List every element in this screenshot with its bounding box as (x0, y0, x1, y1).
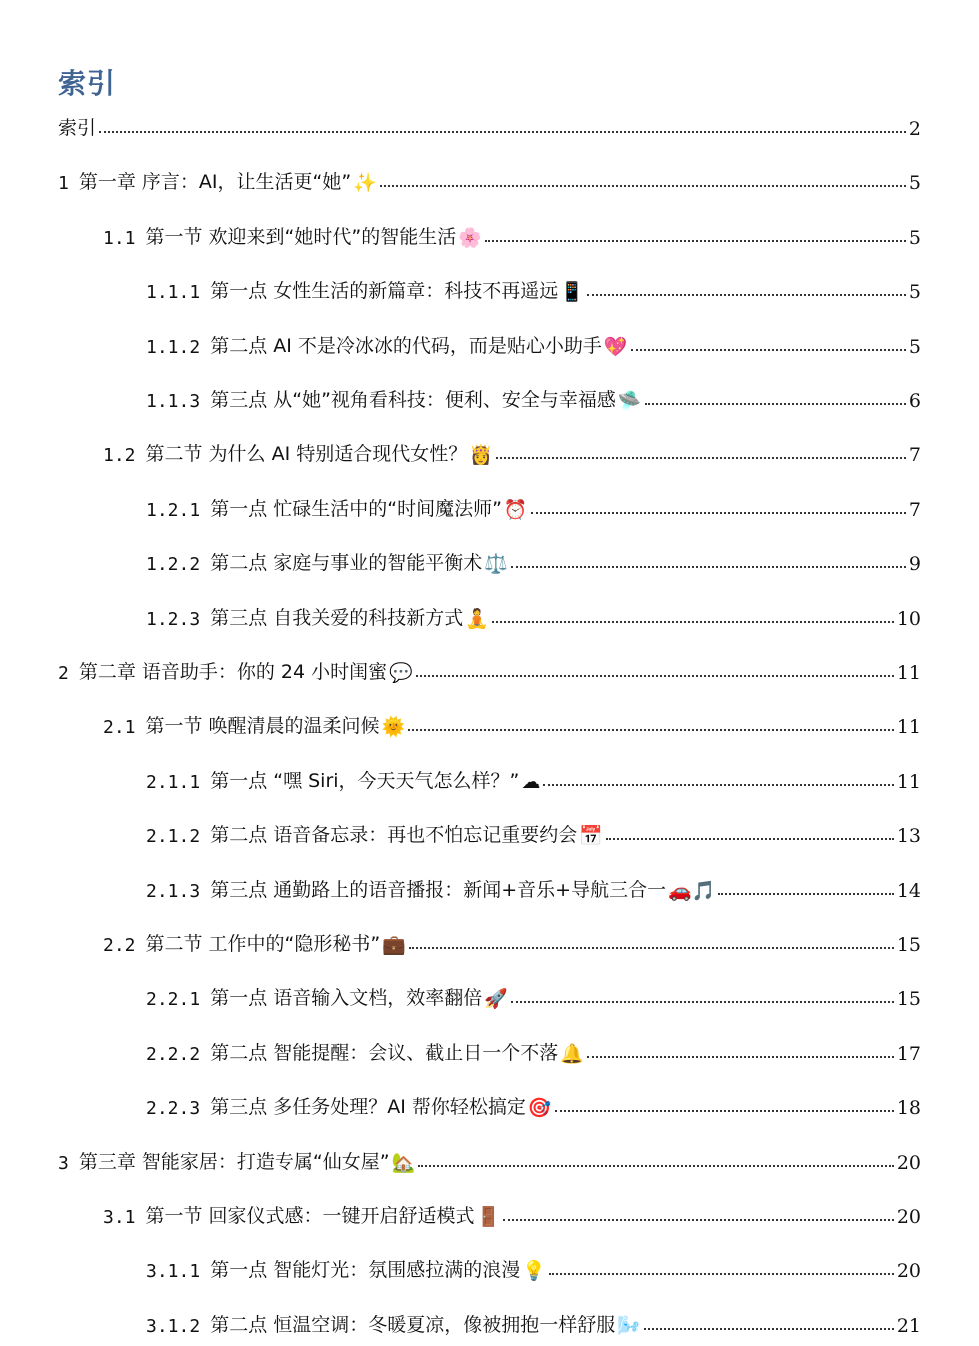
toc-entry-emoji-icon: ☁ (521, 770, 541, 793)
dot-leader (408, 728, 894, 731)
toc-entry[interactable] (0, 1029, 979, 1065)
toc-entry-number: 3.1.1 (146, 1261, 201, 1283)
toc-entry-emoji-icon: 💖 (603, 335, 628, 358)
dot-leader (409, 946, 894, 949)
page-title: 索引 (58, 67, 117, 100)
toc-entry-number: 2.1.3 (146, 880, 201, 902)
toc-entry[interactable] (0, 267, 979, 303)
toc-entry[interactable] (0, 594, 979, 630)
toc-entry-emoji-icon: 💼 (382, 934, 406, 956)
toc-entry[interactable] (0, 648, 979, 684)
toc-entry-page-number: 5 (908, 281, 921, 304)
toc-entry-number: 1.1.1 (146, 282, 201, 304)
toc-entry-title: 第三点 通勤路上的语音播报：新闻+音乐+导航三合一 (210, 878, 667, 901)
toc-entry-number: 2.2 (103, 935, 136, 956)
toc-entry-title: 第二节 为什么 AI 特别适合现代女性？ (145, 443, 468, 466)
toc-entry-number: 3.1 (103, 1207, 136, 1228)
toc-entry-number: 2.1 (103, 717, 136, 739)
toc-entry-title: 第二章 语音助手：你的 24 小时闺蜜 (78, 661, 388, 683)
toc-entry[interactable] (0, 757, 979, 793)
dot-leader (606, 837, 894, 840)
dot-leader (531, 511, 906, 514)
toc-entry-page-number: 10 (896, 607, 921, 630)
toc-entry-emoji-icon: 🚀 (484, 988, 508, 1011)
dot-leader (644, 1327, 894, 1330)
toc-entry[interactable] (0, 1301, 979, 1337)
dot-leader (503, 1218, 894, 1221)
toc-entry-title: 索引 (58, 117, 97, 139)
toc-entry[interactable] (0, 1083, 979, 1119)
toc-entry-title: 第三章 智能家居：打造专属“仙女屋” (78, 1150, 390, 1173)
toc-entry-emoji-icon: 🔔 (560, 1042, 584, 1065)
toc-entry-page-number: 5 (908, 335, 921, 358)
toc-entry-emoji-icon: 🚪 (476, 1206, 501, 1228)
toc-entry-emoji-icon: 📱 (560, 281, 584, 304)
toc-entry-emoji-icon: ✨ (353, 172, 377, 195)
toc-entry-title: 第三点 自我关爱的科技新方式 (210, 606, 464, 629)
toc-entry-number: 3 (58, 1152, 69, 1174)
toc-entry-emoji-icon: 🚗🎵 (668, 879, 716, 902)
dot-leader (511, 565, 906, 568)
toc-entry-page-number: 20 (896, 1260, 921, 1283)
toc-entry-page-number: 15 (896, 934, 921, 956)
toc-entry-emoji-icon: 🧘 (465, 607, 489, 630)
dot-leader (645, 402, 906, 405)
toc-entry-emoji-icon: 📅 (579, 825, 603, 848)
toc-entry-title: 第一章 序言：AI，让生活更“她” (78, 171, 352, 194)
dot-leader (555, 1109, 894, 1112)
toc-entry-page-number: 21 (896, 1314, 921, 1337)
toc-entry-title: 第二点 语音备忘录：再也不怕忘记重要约会 (210, 824, 578, 847)
toc-entry-title: 第三点 多任务处理？AI 帮你轻松搞定 (210, 1096, 526, 1119)
toc-entry[interactable] (0, 1192, 979, 1228)
toc-entry-number: 3.1.2 (146, 1315, 201, 1337)
toc-entry-title: 第二点 家庭与事业的智能平衡术 (210, 552, 483, 575)
toc-entry-number: 1.2 (103, 445, 136, 467)
dot-leader (380, 184, 906, 187)
toc-entry[interactable] (0, 1138, 979, 1174)
toc-entry-number: 1 (58, 173, 69, 195)
toc-entry-emoji-icon: 🎯 (527, 1097, 552, 1120)
toc-entry-page-number: 5 (908, 226, 921, 249)
toc-entry-title: 第二点 AI 不是冷冰冰的代码，而是贴心小助手 (210, 334, 602, 357)
toc-entry[interactable] (0, 811, 979, 847)
dot-leader (549, 1272, 894, 1275)
toc-entry-page-number: 11 (896, 770, 921, 793)
toc-entry-page-number: 20 (896, 1151, 921, 1174)
toc-entry-emoji-icon: ⏰ (503, 498, 528, 521)
toc-entry[interactable] (0, 322, 979, 358)
dot-leader (99, 130, 906, 133)
toc-entry-emoji-icon: 👸 (469, 444, 493, 467)
toc-entry[interactable] (0, 974, 979, 1010)
toc-entry-emoji-icon: 🏡 (391, 1151, 416, 1174)
toc-entry-number: 2.2.1 (146, 989, 201, 1011)
dot-leader (718, 892, 893, 895)
toc-entry-title: 第二点 恒温空调：冬暖夏凉，像被拥抱一样舒服 (210, 1313, 616, 1336)
toc-entry-number: 1.2.1 (146, 499, 201, 521)
toc-entry-number: 2.2.2 (146, 1043, 201, 1065)
toc-entry-page-number: 9 (908, 553, 921, 576)
toc-entry[interactable] (0, 702, 979, 738)
toc-entry-emoji-icon: 💡 (522, 1260, 546, 1283)
toc-entry[interactable] (0, 376, 979, 412)
toc-entry[interactable] (0, 430, 979, 466)
toc-entry-page-number: 5 (908, 172, 921, 195)
toc-entry-page-number: 11 (896, 716, 921, 739)
toc-entry-number: 1.1 (103, 227, 136, 249)
toc-entry-emoji-icon: 🌞 (381, 716, 406, 739)
toc-entry[interactable] (0, 213, 979, 249)
dot-leader (511, 1000, 894, 1003)
toc-entry[interactable] (0, 485, 979, 521)
toc-entry-page-number: 2 (908, 118, 921, 140)
toc-entry-page-number: 6 (908, 390, 921, 412)
toc-entry-title: 第二点 智能提醒：会议、截止日一个不落 (210, 1041, 559, 1064)
toc-entry-page-number: 15 (896, 988, 921, 1011)
toc-entry-page-number: 14 (896, 879, 921, 902)
dot-leader (492, 620, 894, 623)
toc-entry-emoji-icon: 🌬️ (617, 1314, 641, 1337)
toc-entry[interactable] (0, 104, 979, 140)
toc-entry-page-number: 18 (896, 1097, 921, 1120)
toc-entry-title: 第一节 唤醒清晨的温柔问候 (145, 715, 380, 738)
toc-entry-number: 2.1.1 (146, 771, 201, 793)
dot-leader (631, 348, 906, 351)
toc-entry[interactable] (0, 866, 979, 902)
toc-entry-page-number: 20 (896, 1206, 921, 1228)
toc-entry-number: 1.2.2 (146, 554, 201, 576)
toc-entry-number: 1.1.3 (146, 391, 201, 412)
toc-entry-number: 1.1.2 (146, 336, 201, 358)
toc-entry-number: 2 (58, 663, 69, 684)
toc-entry-emoji-icon: 💬 (389, 662, 413, 684)
dot-leader (587, 293, 906, 296)
dot-leader (543, 783, 893, 786)
toc-entry-page-number: 11 (896, 662, 921, 684)
toc-entry-title: 第一节 回家仪式感：一键开启舒适模式 (145, 1205, 475, 1227)
dot-leader (587, 1055, 894, 1058)
toc-entry-title: 第一点 忙碌生活中的“时间魔法师” (210, 497, 502, 520)
toc-entry[interactable] (0, 539, 979, 575)
toc-entry-emoji-icon: ⚖️ (484, 553, 508, 576)
toc-entry[interactable] (0, 1246, 979, 1282)
toc-entry-emoji-icon: 🌸 (458, 226, 482, 249)
toc-entry-page-number: 17 (896, 1042, 921, 1065)
toc-entry-page-number: 7 (908, 444, 921, 467)
dot-leader (496, 456, 906, 459)
toc-entry-title: 第一节 欢迎来到“她时代”的智能生活 (145, 225, 457, 248)
toc-entry-page-number: 13 (896, 825, 921, 848)
dot-leader (485, 239, 906, 242)
toc-entry-page-number: 7 (908, 498, 921, 521)
toc-entry-number: 2.1.2 (146, 826, 201, 848)
toc-entry-title: 第一点 女性生活的新篇章：科技不再遥远 (210, 280, 559, 303)
toc-entry[interactable] (0, 158, 979, 194)
dot-leader (416, 674, 894, 677)
toc-entry-title: 第一点 语音输入文档，效率翻倍 (210, 987, 483, 1010)
toc-entry-number: 2.2.3 (146, 1098, 201, 1120)
toc-entry-emoji-icon: 🛸 (617, 390, 642, 412)
toc-entry-title: 第一点 “嘿 Siri，今天天气怎么样？” (210, 769, 520, 792)
toc-entry-number: 1.2.3 (146, 608, 201, 630)
toc-entry-title: 第一点 智能灯光：氛围感拉满的浪漫 (210, 1259, 521, 1282)
toc-entry[interactable] (0, 920, 979, 956)
toc-entry-title: 第二节 工作中的“隐形秘书” (145, 933, 381, 955)
toc-entry-title: 第三点 从“她”视角看科技：便利、安全与幸福感 (210, 389, 616, 411)
dot-leader (418, 1164, 894, 1167)
